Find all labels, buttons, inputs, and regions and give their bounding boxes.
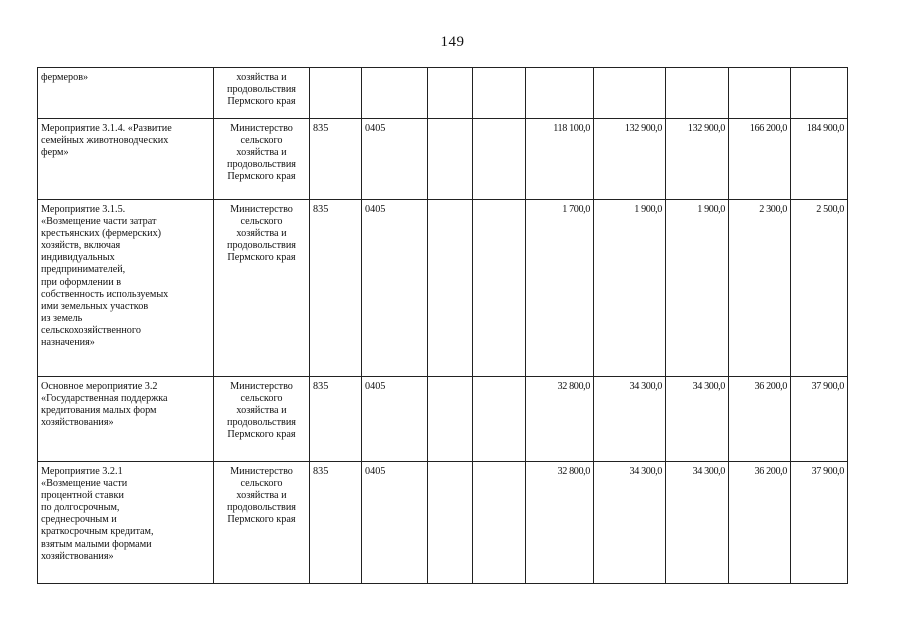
amount-year-4-cell: 36 200,0 — [729, 377, 791, 462]
ministry-code-cell: 835 — [310, 119, 362, 200]
ministry-code-cell: 835 — [310, 377, 362, 462]
amount-year-1-cell — [526, 68, 594, 119]
executor-cell: Министерство сельского хозяйства и продовольствия Пермского края — [214, 377, 310, 462]
amount-year-3-cell: 1 900,0 — [666, 200, 729, 377]
amount-year-3-cell: 132 900,0 — [666, 119, 729, 200]
table-row — [38, 119, 848, 200]
amount-year-5-cell: 37 900,0 — [791, 377, 848, 462]
expense-type-cell — [473, 462, 526, 584]
table-row — [38, 377, 848, 462]
target-item-cell — [428, 377, 473, 462]
executor-cell: Министерство сельского хозяйства и продовольствия Пермского края — [214, 200, 310, 377]
table-body — [38, 68, 848, 584]
budget-table — [37, 67, 848, 584]
amount-year-5-cell: 37 900,0 — [791, 462, 848, 584]
activity-name-cell: фермеров» — [38, 68, 214, 119]
activity-name-cell: Мероприятие 3.1.5. «Возмещение части затрат крестьянских (фермерских) хозяйств, включая индивидуальных предпринимателей, при оформлении в собственность используемых ими земельных участков из земель сельскохозяйственного назначения» — [38, 200, 214, 377]
expense-type-cell — [473, 119, 526, 200]
target-item-cell — [428, 68, 473, 119]
amount-year-5-cell: 2 500,0 — [791, 200, 848, 377]
amount-year-5-cell — [791, 68, 848, 119]
section-code-cell: 0405 — [362, 377, 428, 462]
table-row — [38, 200, 848, 377]
target-item-cell — [428, 119, 473, 200]
activity-name-cell: Мероприятие 3.1.4. «Развитие семейных животноводческих ферм» — [38, 119, 214, 200]
amount-year-3-cell: 34 300,0 — [666, 377, 729, 462]
amount-year-4-cell: 2 300,0 — [729, 200, 791, 377]
table-row — [38, 462, 848, 584]
amount-year-4-cell — [729, 68, 791, 119]
target-item-cell — [428, 462, 473, 584]
amount-year-2-cell — [594, 68, 666, 119]
executor-cell: Министерство сельского хозяйства и продовольствия Пермского края — [214, 462, 310, 584]
expense-type-cell — [473, 200, 526, 377]
section-code-cell: 0405 — [362, 462, 428, 584]
section-code-cell — [362, 68, 428, 119]
amount-year-2-cell: 132 900,0 — [594, 119, 666, 200]
amount-year-4-cell: 166 200,0 — [729, 119, 791, 200]
ministry-code-cell: 835 — [310, 200, 362, 377]
amount-year-3-cell: 34 300,0 — [666, 462, 729, 584]
ministry-code-cell: 835 — [310, 462, 362, 584]
activity-name-cell: Мероприятие 3.2.1 «Возмещение части процентной ставки по долгосрочным, среднесрочным и краткосрочным кредитам, взятым малыми формами хозяйствования» — [38, 462, 214, 584]
activity-name-cell: Основное мероприятие 3.2 «Государственная поддержка кредитования малых форм хозяйствования» — [38, 377, 214, 462]
section-code-cell: 0405 — [362, 200, 428, 377]
executor-cell: хозяйства и продовольствия Пермского края — [214, 68, 310, 119]
amount-year-3-cell — [666, 68, 729, 119]
amount-year-1-cell: 1 700,0 — [526, 200, 594, 377]
expense-type-cell — [473, 68, 526, 119]
table-row — [38, 68, 848, 119]
amount-year-2-cell: 34 300,0 — [594, 377, 666, 462]
amount-year-2-cell: 1 900,0 — [594, 200, 666, 377]
amount-year-1-cell: 32 800,0 — [526, 462, 594, 584]
amount-year-1-cell: 118 100,0 — [526, 119, 594, 200]
target-item-cell — [428, 200, 473, 377]
amount-year-1-cell: 32 800,0 — [526, 377, 594, 462]
ministry-code-cell — [310, 68, 362, 119]
page-number: 149 — [440, 34, 465, 50]
expense-type-cell — [473, 377, 526, 462]
section-code-cell: 0405 — [362, 119, 428, 200]
amount-year-5-cell: 184 900,0 — [791, 119, 848, 200]
amount-year-4-cell: 36 200,0 — [729, 462, 791, 584]
amount-year-2-cell: 34 300,0 — [594, 462, 666, 584]
executor-cell: Министерство сельского хозяйства и продовольствия Пермского края — [214, 119, 310, 200]
